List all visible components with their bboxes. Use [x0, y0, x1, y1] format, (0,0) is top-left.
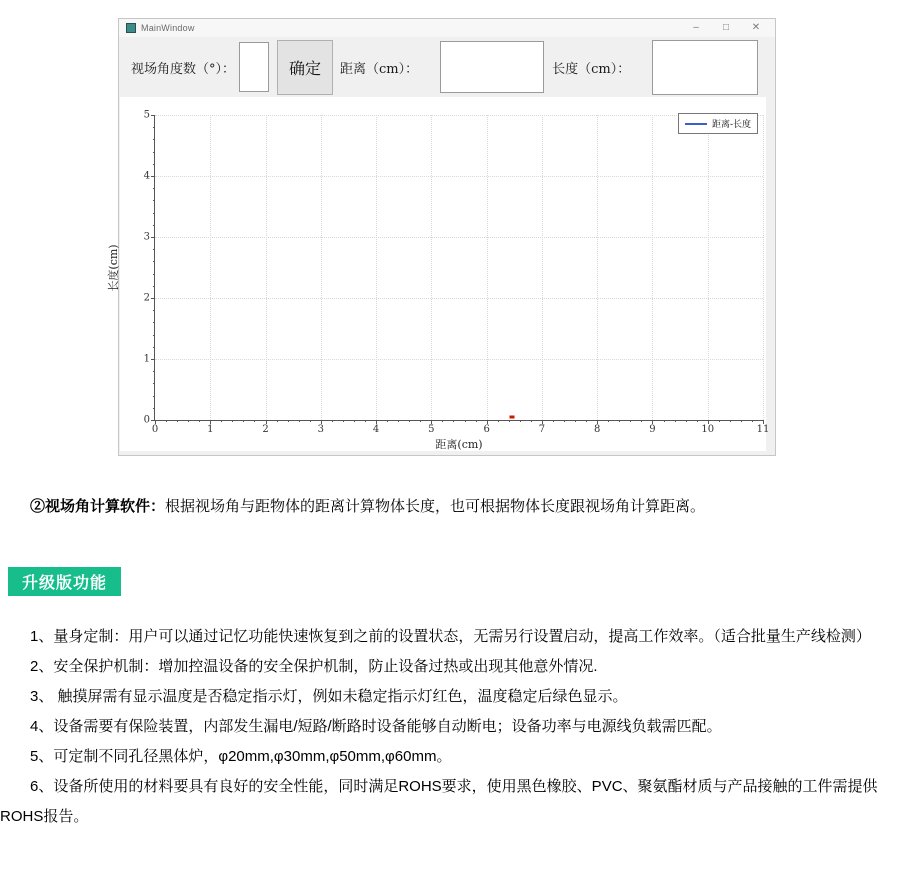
- y-major-tick: [151, 237, 155, 238]
- software-description: [0, 496, 884, 518]
- window-controls: [681, 19, 771, 37]
- window-title: MainWindow: [141, 23, 195, 33]
- x-minor-tick: [741, 420, 742, 422]
- gridline-vertical: [763, 115, 764, 420]
- gridline-horizontal: [155, 115, 763, 116]
- x-minor-tick: [752, 420, 753, 422]
- y-minor-tick: [153, 164, 155, 165]
- x-minor-tick: [531, 420, 532, 422]
- y-minor-tick: [153, 200, 155, 201]
- feature-item: 4、设备需要有保险装置，内部发生漏电/短路/断路时设备能够自动断电；设备功率与电源线负载需匹配。: [30, 718, 722, 735]
- x-minor-tick: [254, 420, 255, 422]
- x-minor-tick: [365, 420, 366, 422]
- x-minor-tick: [398, 420, 399, 422]
- y-tick-label: 4: [143, 170, 150, 182]
- y-minor-tick: [153, 347, 155, 348]
- x-minor-tick: [177, 420, 178, 422]
- description-text: 根据视场角与距物体的距离计算物体长度，也可根据物体长度跟视场角计算距离。: [165, 498, 706, 515]
- x-tick-label: 6: [483, 424, 490, 435]
- feature-item: 5、可定制不同孔径黑体炉，φ20mm,φ30mm,φ50mm,φ60mm。: [30, 748, 452, 765]
- y-minor-tick: [153, 408, 155, 409]
- y-minor-tick: [153, 261, 155, 262]
- y-minor-tick: [153, 249, 155, 250]
- gridline-vertical: [652, 115, 653, 420]
- x-tick-label: 4: [372, 424, 380, 435]
- y-minor-tick: [153, 383, 155, 384]
- x-minor-tick: [332, 420, 333, 422]
- x-minor-tick: [675, 420, 676, 422]
- main-window: [107, 18, 776, 456]
- title-bar: [119, 19, 775, 37]
- angle-label: 视场角度数（°）：: [131, 61, 236, 77]
- input-form: [119, 37, 775, 97]
- y-minor-tick: [153, 127, 155, 128]
- x-minor-tick: [354, 420, 355, 422]
- x-tick-label: 2: [262, 424, 269, 435]
- close-button[interactable]: ✕: [751, 22, 761, 33]
- y-tick-label: 3: [143, 231, 150, 243]
- feature-item: 2、安全保护机制：增加控温设备的安全保护机制，防止设备过热或出现其他意外情况.: [30, 658, 598, 675]
- gridline-vertical: [266, 115, 267, 420]
- x-minor-tick: [520, 420, 521, 422]
- gridline-vertical: [708, 115, 709, 420]
- confirm-button[interactable]: 确定: [277, 40, 333, 95]
- minimize-button[interactable]: –: [693, 22, 699, 33]
- y-major-tick: [151, 298, 155, 299]
- gridline-vertical: [376, 115, 377, 420]
- y-minor-tick: [153, 274, 155, 275]
- y-minor-tick: [153, 139, 155, 140]
- y-major-tick: [151, 115, 155, 116]
- y-tick-label: 2: [143, 292, 150, 304]
- x-minor-tick: [387, 420, 388, 422]
- y-minor-tick: [153, 335, 155, 336]
- y-minor-tick: [153, 396, 155, 397]
- y-minor-tick: [153, 225, 155, 226]
- maximize-button[interactable]: □: [722, 22, 730, 33]
- x-minor-tick: [664, 420, 665, 422]
- description-lead: ②视场角计算软件：: [30, 498, 166, 515]
- x-axis-label: 距离(cm): [435, 438, 483, 451]
- app-icon: [126, 23, 136, 33]
- x-minor-tick: [498, 420, 499, 422]
- gridline-horizontal: [155, 237, 763, 238]
- x-minor-tick: [564, 420, 565, 422]
- x-minor-tick: [221, 420, 222, 422]
- angle-input[interactable]: [239, 42, 269, 92]
- length-input[interactable]: [652, 40, 758, 95]
- x-minor-tick: [553, 420, 554, 422]
- y-axis-label: 长度(cm): [107, 243, 120, 292]
- x-minor-tick: [288, 420, 289, 422]
- x-minor-tick: [686, 420, 687, 422]
- gridline-horizontal: [155, 298, 763, 299]
- section-badge: 升级版功能: [8, 567, 121, 596]
- y-minor-tick: [153, 188, 155, 189]
- feature-list: [0, 622, 884, 832]
- x-minor-tick: [697, 420, 698, 422]
- y-tick-label: 5: [143, 109, 150, 121]
- y-minor-tick: [153, 371, 155, 372]
- x-minor-tick: [641, 420, 642, 422]
- y-tick-label: 0: [143, 414, 150, 426]
- x-minor-tick: [465, 420, 466, 422]
- gridline-horizontal: [155, 359, 763, 360]
- x-tick-label: 10: [701, 424, 715, 435]
- x-minor-tick: [730, 420, 731, 422]
- length-label: 长度（cm）：: [552, 61, 631, 77]
- x-minor-tick: [299, 420, 300, 422]
- y-minor-tick: [153, 152, 155, 153]
- x-tick-label: 1: [207, 424, 214, 435]
- gridline-vertical: [210, 115, 211, 420]
- x-minor-tick: [166, 420, 167, 422]
- distance-input[interactable]: [440, 41, 544, 93]
- chart-legend: [678, 113, 758, 134]
- gridline-vertical: [542, 115, 543, 420]
- x-minor-tick: [575, 420, 576, 422]
- x-minor-tick: [409, 420, 410, 422]
- x-minor-tick: [509, 420, 510, 422]
- x-minor-tick: [420, 420, 421, 422]
- feature-item: 3、 触摸屏需有显示温度是否稳定指示灯，例如未稳定指示灯红色，温度稳定后绿色显示。: [30, 688, 628, 705]
- x-minor-tick: [310, 420, 311, 422]
- x-tick-label: 3: [317, 424, 324, 435]
- x-minor-tick: [586, 420, 587, 422]
- x-minor-tick: [476, 420, 477, 422]
- gridline-vertical: [431, 115, 432, 420]
- x-minor-tick: [453, 420, 454, 422]
- gridline-horizontal: [155, 176, 763, 177]
- y-minor-tick: [153, 310, 155, 311]
- x-minor-tick: [608, 420, 609, 422]
- y-minor-tick: [153, 322, 155, 323]
- x-minor-tick: [619, 420, 620, 422]
- legend-label: 距离-长度: [711, 120, 751, 130]
- y-minor-tick: [153, 213, 155, 214]
- feature-item: 6、设备所使用的材料要具有良好的安全性能，同时满足ROHS要求，使用黑色橡胶、PVC、聚氨酯材质与产品接触的工件需提供ROHS报告。: [0, 778, 878, 825]
- x-tick-label: 5: [428, 424, 435, 435]
- y-major-tick: [151, 359, 155, 360]
- chart-canvas: [107, 97, 770, 451]
- x-minor-tick: [442, 420, 443, 422]
- gridline-vertical: [321, 115, 322, 420]
- x-minor-tick: [343, 420, 344, 422]
- distance-label: 距离（cm）：: [340, 61, 419, 77]
- x-minor-tick: [277, 420, 278, 422]
- plot-area: [107, 109, 770, 451]
- x-minor-tick: [243, 420, 244, 422]
- data-point-marker: [509, 415, 514, 418]
- legend-line-swatch: [685, 123, 707, 125]
- x-minor-tick: [630, 420, 631, 422]
- x-minor-tick: [232, 420, 233, 422]
- x-tick-label: 8: [593, 424, 601, 435]
- y-major-tick: [151, 176, 155, 177]
- x-minor-tick: [199, 420, 200, 422]
- x-tick-label: 11: [756, 424, 770, 435]
- feature-item: 1、量身定制：用户可以通过记忆功能快速恢复到之前的设置状态，无需另行设置启动，提高工作效率。（适合批量生产线检测）: [30, 628, 871, 645]
- gridline-vertical: [487, 115, 488, 420]
- x-tick-label: 7: [538, 424, 546, 435]
- x-minor-tick: [188, 420, 189, 422]
- x-minor-tick: [719, 420, 720, 422]
- x-tick-label: 0: [151, 424, 159, 435]
- gridline-vertical: [597, 115, 598, 420]
- y-major-tick: [151, 420, 155, 421]
- y-tick-label: 1: [143, 353, 150, 365]
- x-tick-label: 9: [649, 424, 656, 435]
- y-minor-tick: [153, 286, 155, 287]
